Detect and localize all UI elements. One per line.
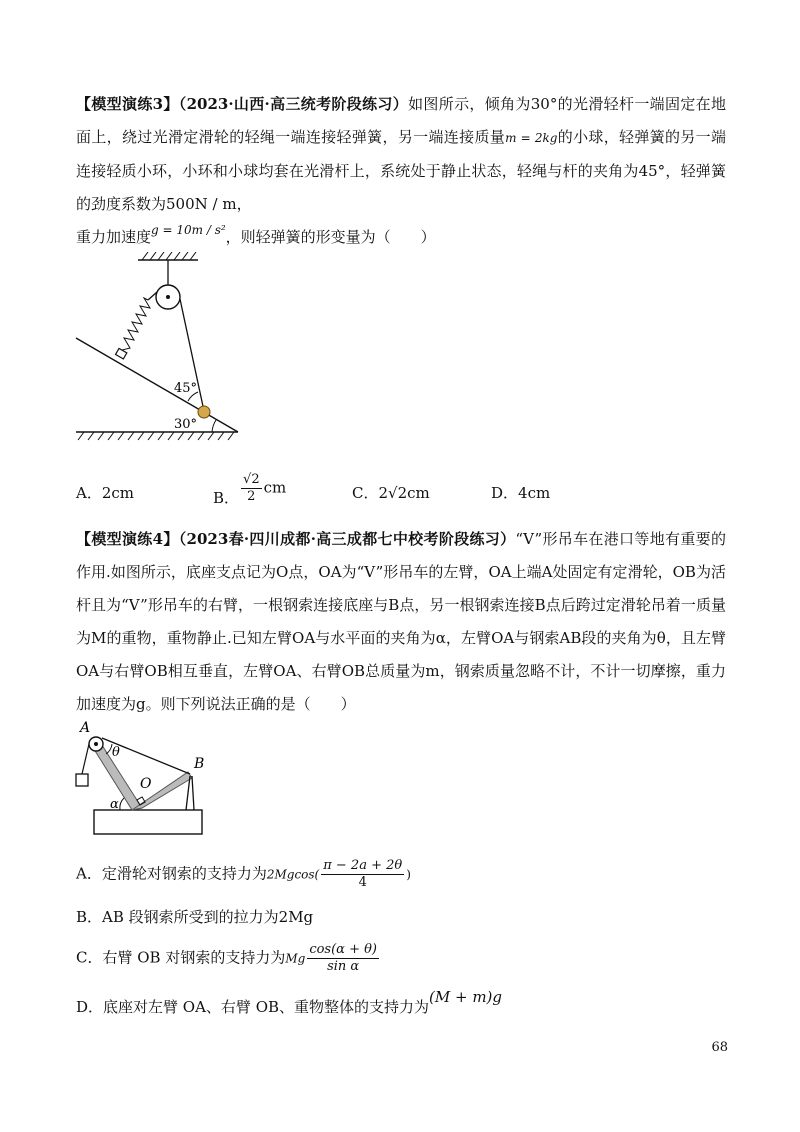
option-4a-text: A．定滑轮对钢索的支持力为 [76,864,267,883]
option-4c-text: C．右臂 OB 对钢索的支持力为 [76,948,286,967]
problem-4-source: （2023春·四川成都·高三成都七中校考阶段练习） [178,530,516,548]
v-crane-figure [72,718,212,848]
problem-3-tag: 【模型演练3】 [76,95,179,113]
problem-4-text [76,523,726,721]
option-4d[interactable] [76,988,503,1017]
problem-4-tag: 【模型演练4】 [76,530,179,548]
option-4a-fraction [321,858,404,891]
angle-45: 45° [638,162,666,180]
option-3a[interactable]: A．2cm [76,484,135,502]
label-theta: θ [112,745,120,760]
spring-constant: 500N / m [166,195,237,213]
problem-3-options [76,472,726,512]
option-4b[interactable]: B．AB 段钢索所受到的拉力为2Mg [76,908,314,926]
option-4a-close: ) [406,867,411,882]
option-4c-expr: Mg [285,951,306,966]
problem-3-text [76,88,726,255]
option-3d[interactable]: D．4cm [491,484,551,502]
option-3b-prefix: B． [213,488,240,507]
label-45: 45° [174,381,198,396]
mass-value: m = 2kg [505,131,558,145]
option-4c-den: sin α [327,959,360,974]
problem-4-body: “V”形吊车在港口等地有重要的作用.如图所示，底座支点记为O点，OA为“V”形吊车的左臂，OA上端A处固定有定滑轮，OB为活杆且为“V”形吊车的右臂，一根钢索连接底座与B点，另一根钢索连接B点后跨过定滑轮吊着一质量为M的重物，重物静止.已知左臂OA与水平面的夹角为α，左臂OA与钢索AB段的夹角为θ，且左臂OA与右臂OB相互垂直，左臂OA、右臂OB总质量为m，钢索质量忽略不计，不计一切摩擦，重力加速度为g。则下列说法正确的是（ ） [76,530,726,713]
option-4d-expr: (M + m)g [429,988,503,1006]
option-4a-expr: 2Mgcos( [266,867,320,882]
problem-3-source: （2023·山西·高三统考阶段练习） [178,95,409,113]
angle-30: 30° [530,95,558,113]
problem-3-text-d: ，轻弹簧的劲度系数为 [76,162,726,213]
problem-3-text-e: ， [236,195,252,213]
option-4c-num: cos(α + θ) [309,942,377,957]
option-4a-num: π − 2a + 2θ [323,858,403,873]
option-4c[interactable] [76,942,381,975]
option-3c[interactable]: C．2√2cm [352,484,430,502]
option-3b-num: √2 [243,472,260,487]
label-30: 30° [174,417,198,432]
label-alpha: α [110,797,119,812]
option-4a[interactable] [76,858,411,891]
option-3b[interactable] [213,472,286,505]
gravity-value: g = 10m / s² [151,223,226,237]
option-4a-den: 4 [358,875,367,890]
page-number: 68 [711,1040,728,1055]
option-3b-den: 2 [247,489,256,504]
label-a: A [80,720,91,736]
option-3b-fraction [241,472,262,505]
problem-3-text-a: 如图所示，倾角为 [408,95,531,113]
option-3b-unit: cm [263,478,287,497]
label-b: B [194,756,205,772]
option-4c-fraction [307,942,379,975]
problem-3-text-f: 重力加速度 [76,228,152,246]
label-o: O [140,776,152,792]
problem-3-text-b: 的光滑轻杆一端固定在地面上，绕过光滑定滑轮的轻绳一端连接轻弹簧，另一端连接质量 [76,95,726,146]
problem-3-text-c: 的小球，轻弹簧的另一端连接轻质小环，小环和小球均套在光滑杆上，系统处于静止状态，轻绳与杆的夹角为 [76,128,726,180]
option-4d-text: D．底座对左臂 OA、右臂 OB、重物整体的支持力为 [76,998,430,1016]
problem-3-text-g: ，则轻弹簧的形变量为（ ） [225,228,436,246]
incline-pulley-figure [70,252,250,442]
